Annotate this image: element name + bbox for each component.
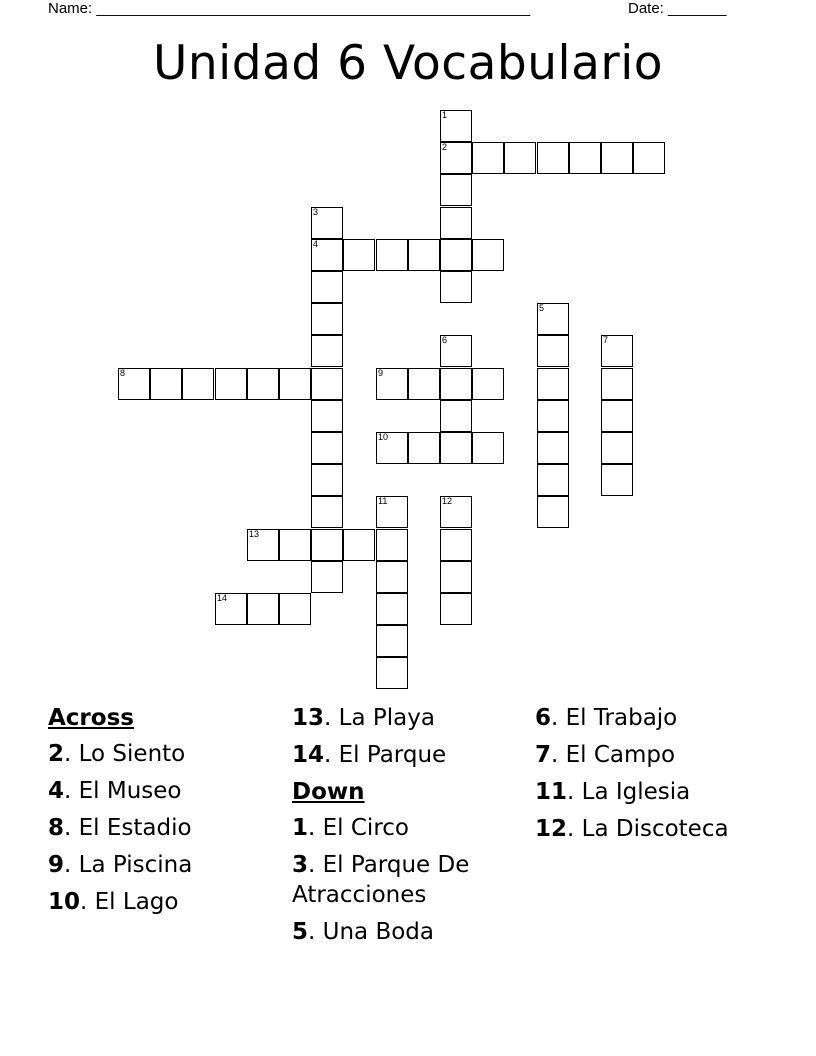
grid-cell-number: 10 (378, 432, 389, 442)
clue-number: 14 (292, 742, 325, 768)
grid-cell[interactable] (376, 368, 408, 400)
grid-cell[interactable] (440, 432, 472, 464)
grid-cell[interactable] (440, 335, 472, 367)
grid-cell[interactable] (408, 432, 440, 464)
grid-cell[interactable] (279, 593, 311, 625)
grid-cell[interactable] (118, 368, 150, 400)
grid-cell[interactable] (311, 271, 343, 303)
grid-cell[interactable] (504, 142, 536, 174)
grid-cell[interactable] (311, 239, 343, 271)
grid-cell[interactable] (247, 529, 279, 561)
clue-column-3 (535, 703, 775, 851)
grid-cell-number: 2 (442, 142, 448, 152)
date-field-label: Date: _______ (628, 0, 727, 17)
across-clue-4: 4. El Museo (48, 778, 182, 804)
grid-cell[interactable] (472, 432, 504, 464)
grid-cell[interactable] (537, 464, 569, 496)
grid-cell[interactable] (601, 142, 633, 174)
grid-cell[interactable] (311, 303, 343, 335)
grid-cell[interactable] (601, 432, 633, 464)
grid-cell[interactable] (376, 593, 408, 625)
across-clue-9: 9. La Piscina (48, 852, 193, 878)
grid-cell[interactable] (537, 142, 569, 174)
clue-text: Lo Siento (78, 741, 186, 767)
across-clue-14: 14. El Parque (292, 742, 447, 768)
clue-column-1 (48, 703, 278, 924)
grid-cell[interactable] (311, 400, 343, 432)
clue-text: La Iglesia (581, 779, 691, 805)
clue-number: 4 (48, 778, 65, 804)
grid-cell[interactable] (343, 239, 375, 271)
grid-cell[interactable] (279, 368, 311, 400)
grid-cell[interactable] (150, 368, 182, 400)
grid-cell[interactable] (343, 529, 375, 561)
down-clue-3: 3. El Parque De Atracciones (292, 852, 470, 908)
grid-cell[interactable] (376, 239, 408, 271)
grid-cell[interactable] (440, 142, 472, 174)
grid-cell[interactable] (440, 529, 472, 561)
grid-cell[interactable] (537, 335, 569, 367)
grid-cell[interactable] (472, 142, 504, 174)
clue-text: La Piscina (78, 852, 193, 878)
clue-text: El Lago (94, 889, 179, 915)
grid-cell-number: 1 (442, 110, 448, 120)
grid-cell[interactable] (311, 335, 343, 367)
clue-text: El Circo (322, 815, 409, 841)
grid-cell[interactable] (440, 239, 472, 271)
grid-cell-number: 4 (313, 239, 319, 249)
clue-number: 13 (292, 705, 325, 731)
grid-cell[interactable] (537, 496, 569, 528)
clue-text: El Parque De Atracciones (292, 852, 470, 908)
grid-cell[interactable] (601, 335, 633, 367)
clue-number: 5 (292, 919, 309, 945)
grid-cell[interactable] (440, 174, 472, 206)
grid-cell[interactable] (472, 239, 504, 271)
down-heading: Down (292, 779, 365, 805)
clue-number: 8 (48, 815, 65, 841)
grid-cell[interactable] (311, 464, 343, 496)
clue-number: 1 (292, 815, 309, 841)
grid-cell[interactable] (408, 239, 440, 271)
grid-cell[interactable] (247, 593, 279, 625)
across-clue-10: 10. El Lago (48, 889, 179, 915)
grid-cell[interactable] (440, 561, 472, 593)
down-clue-1: 1. El Circo (292, 815, 409, 841)
grid-cell[interactable] (311, 529, 343, 561)
grid-cell[interactable] (537, 432, 569, 464)
clue-number: 3 (292, 852, 309, 878)
grid-cell[interactable] (440, 400, 472, 432)
across-heading: Across (48, 705, 134, 731)
grid-cell[interactable] (376, 561, 408, 593)
grid-cell[interactable] (537, 303, 569, 335)
clue-text: El Trabajo (565, 705, 678, 731)
grid-cell[interactable] (601, 368, 633, 400)
across-clue-2: 2. Lo Siento (48, 741, 186, 767)
clue-number: 6 (535, 705, 552, 731)
grid-cell[interactable] (440, 496, 472, 528)
clue-text: La Playa (338, 705, 435, 731)
clue-text: El Estadio (78, 815, 192, 841)
clue-text: El Parque (338, 742, 447, 768)
across-clue-8: 8. El Estadio (48, 815, 192, 841)
grid-cell[interactable] (633, 142, 665, 174)
down-clue-7: 7. El Campo (535, 742, 676, 768)
grid-cell[interactable] (311, 207, 343, 239)
grid-cell-number: 3 (313, 207, 319, 217)
clue-text: El Museo (78, 778, 182, 804)
grid-cell-number: 7 (603, 335, 609, 345)
page-title: Unidad 6 Vocabulario (152, 36, 664, 91)
grid-cell[interactable] (569, 142, 601, 174)
grid-cell[interactable] (311, 432, 343, 464)
clue-number: 9 (48, 852, 65, 878)
grid-cell[interactable] (182, 368, 214, 400)
clue-text: La Discoteca (581, 816, 729, 842)
grid-cell[interactable] (376, 496, 408, 528)
grid-cell[interactable] (279, 529, 311, 561)
grid-cell[interactable] (440, 207, 472, 239)
down-clue-11: 11. La Iglesia (535, 779, 691, 805)
grid-cell-number: 11 (378, 496, 388, 506)
grid-cell[interactable] (472, 368, 504, 400)
clue-number: 7 (535, 742, 552, 768)
clue-number: 2 (48, 741, 65, 767)
grid-cell[interactable] (601, 400, 633, 432)
clue-number: 12 (535, 816, 568, 842)
grid-cell-number: 8 (120, 368, 126, 378)
grid-cell[interactable] (440, 593, 472, 625)
grid-cell-number: 13 (249, 529, 260, 539)
grid-cell-number: 6 (442, 335, 448, 345)
down-clue-6: 6. El Trabajo (535, 705, 678, 731)
clue-number: 11 (535, 779, 568, 805)
grid-cell[interactable] (215, 593, 247, 625)
grid-cell[interactable] (440, 110, 472, 142)
grid-cell-number: 12 (442, 496, 453, 506)
grid-cell[interactable] (311, 561, 343, 593)
grid-cell[interactable] (376, 625, 408, 657)
grid-cell[interactable] (311, 496, 343, 528)
clue-text: Una Boda (322, 919, 435, 945)
down-clue-5: 5. Una Boda (292, 919, 435, 945)
grid-cell[interactable] (376, 432, 408, 464)
grid-cell[interactable] (376, 529, 408, 561)
grid-cell-number: 14 (217, 593, 228, 603)
down-clue-12: 12. La Discoteca (535, 816, 729, 842)
grid-cell[interactable] (440, 271, 472, 303)
across-clue-13: 13. La Playa (292, 705, 435, 731)
clue-number: 10 (48, 889, 81, 915)
grid-cell[interactable] (601, 464, 633, 496)
grid-cell[interactable] (376, 657, 408, 689)
grid-cell-number: 5 (539, 303, 545, 313)
grid-cell[interactable] (311, 368, 343, 400)
grid-cell[interactable] (537, 400, 569, 432)
name-field-label: Name: ____________________________________________________ (48, 0, 531, 17)
clue-text: El Campo (565, 742, 676, 768)
clue-column-2 (292, 703, 527, 954)
grid-cell-number: 9 (378, 368, 384, 378)
grid-cell[interactable] (440, 368, 472, 400)
grid-cell[interactable] (537, 368, 569, 400)
grid-cell[interactable] (408, 368, 440, 400)
grid-cell[interactable] (247, 368, 279, 400)
grid-cell[interactable] (215, 368, 247, 400)
